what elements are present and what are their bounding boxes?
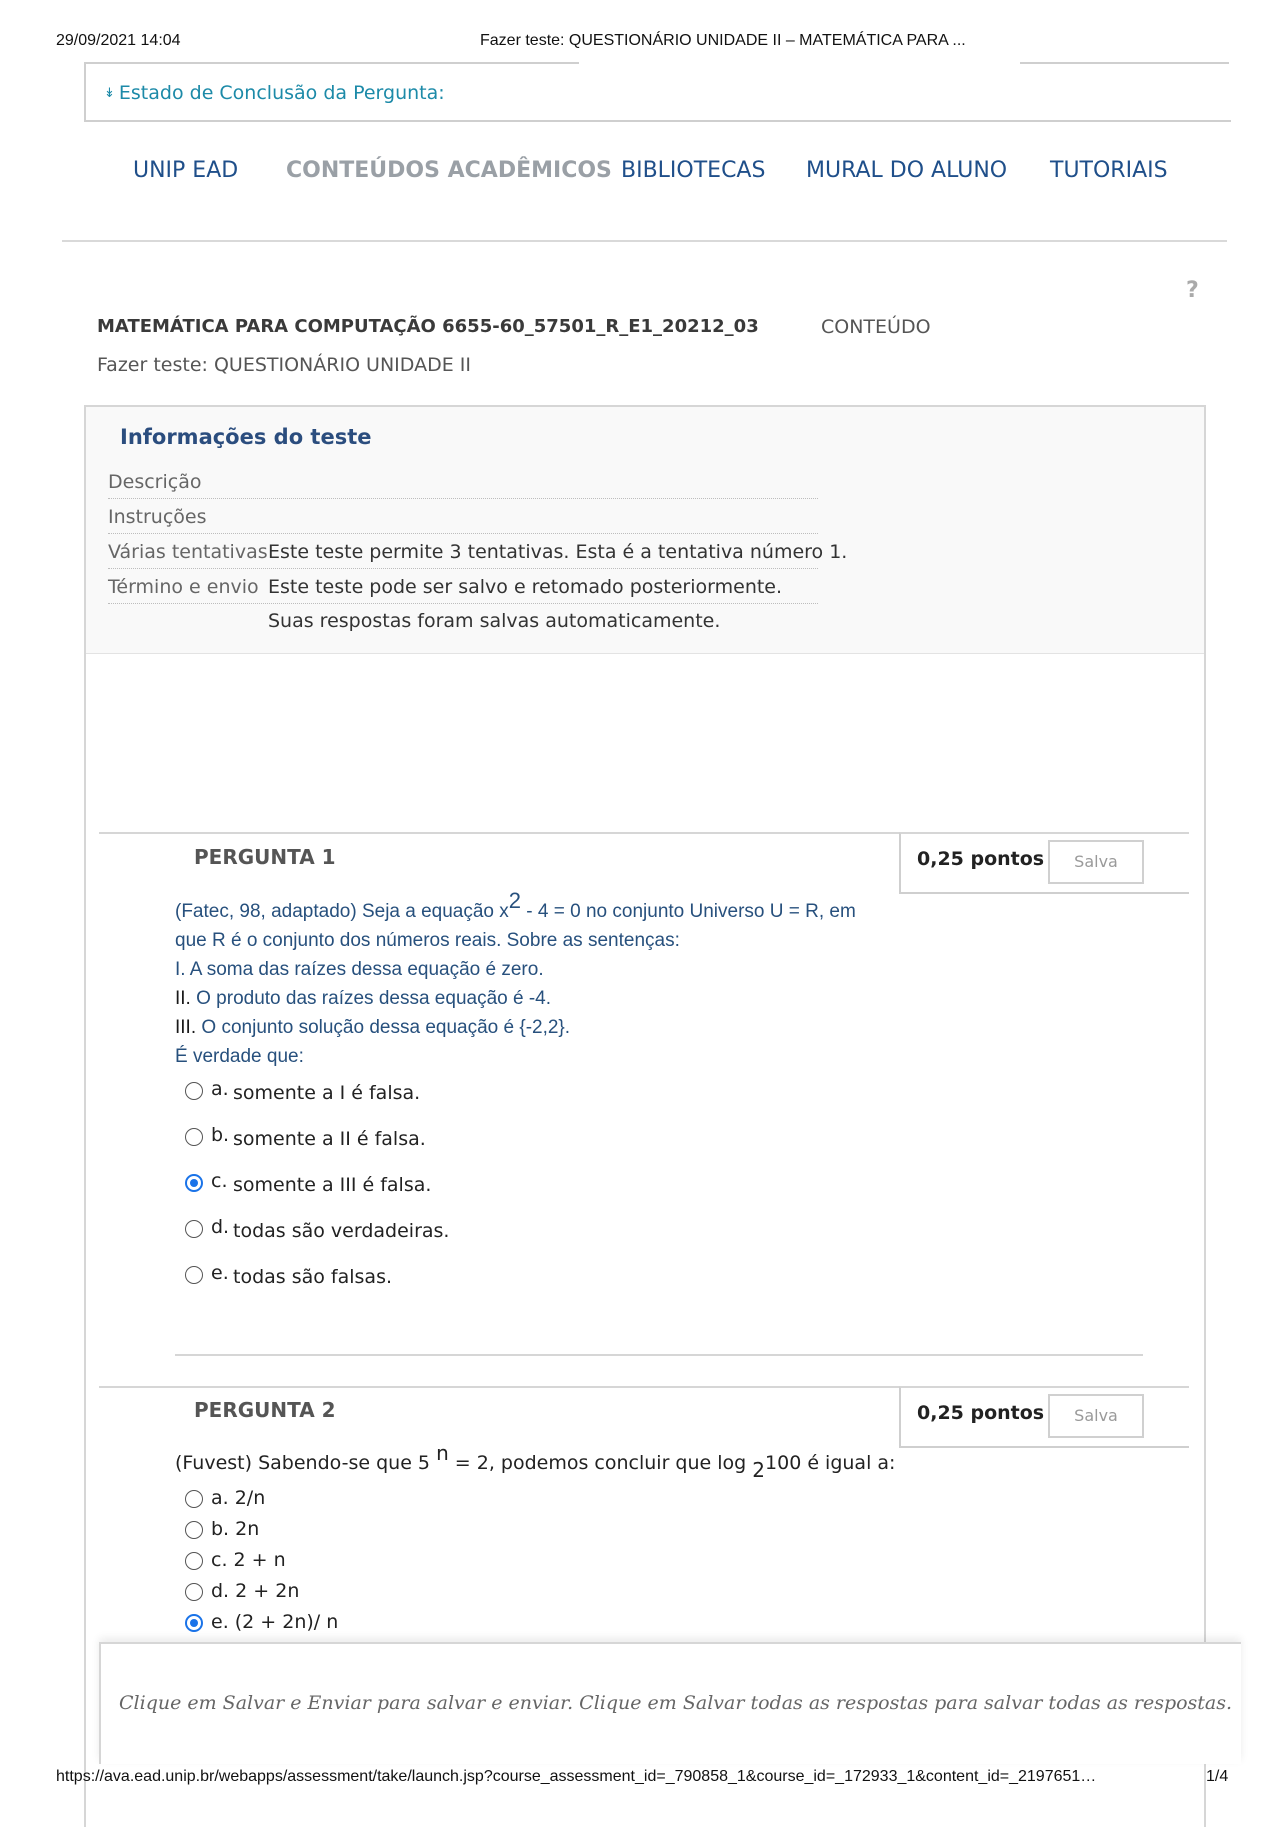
radio-button[interactable] <box>185 1521 203 1539</box>
option-text: e. (2 + 2n)/ n <box>211 1611 339 1633</box>
info-value: Este teste pode ser salvo e retomado posteriormente. <box>268 576 783 598</box>
option-text: somente a I é falsa. <box>233 1082 421 1104</box>
q1-line4-num: II. <box>175 988 191 1009</box>
nav-conteudos-academicos[interactable]: CONTEÚDOS ACADÊMICOS <box>286 158 612 183</box>
q1-line5-num: III. <box>175 1017 197 1038</box>
option-letter: a. <box>211 1078 229 1100</box>
question-1-text <box>175 887 856 1071</box>
info-label: Término e envio <box>108 576 259 598</box>
question-divider <box>99 1386 899 1388</box>
question-status-panel <box>84 62 1231 122</box>
q2-text-b: = 2, podemos concluir que log <box>448 1452 753 1474</box>
question-1-points-box <box>899 832 1189 894</box>
course-title[interactable]: MATEMÁTICA PARA COMPUTAÇÃO 6655-60_57501_R_E1_20212_03 <box>97 316 759 337</box>
option-text: b. 2n <box>211 1518 260 1540</box>
radio-button[interactable] <box>185 1266 203 1284</box>
nav-tutoriais[interactable]: TUTORIAIS <box>1050 158 1168 183</box>
chevron-double-down-icon: ↡ <box>104 86 115 101</box>
question-1-saved-button[interactable]: Salva <box>1048 840 1144 884</box>
q1-line1b: - 4 = 0 no conjunto Universo U = R, em <box>521 901 856 922</box>
option-text: a. 2/n <box>211 1487 266 1509</box>
submit-instructions: Clique em Salvar e Enviar para salvar e enviar. Clique em Salvar todas as respostas para salvar todas as respostas. <box>119 1692 1233 1714</box>
radio-button[interactable] <box>185 1583 203 1601</box>
question-2-title: PERGUNTA 2 <box>194 1398 336 1422</box>
test-info-panel <box>86 407 1204 654</box>
q1-line5-text: O conjunto solução dessa equação é {-2,2}. <box>196 1017 571 1038</box>
info-row-descricao <box>108 464 818 499</box>
info-row-instrucoes <box>108 499 818 534</box>
q1-line6: É verdade que: <box>175 1046 304 1067</box>
question-2-saved-button[interactable]: Salva <box>1048 1394 1144 1438</box>
q2-text-a: (Fuvest) Sabendo-se que 5 <box>175 1452 437 1474</box>
info-label: Descrição <box>108 471 202 493</box>
question-1-points: 0,25 pontos <box>917 848 1045 870</box>
info-row-termino <box>108 569 818 604</box>
question-status-toggle[interactable] <box>104 82 445 104</box>
nav-bibliotecas[interactable]: BIBLIOTECAS <box>621 158 766 183</box>
question-2-points-box <box>899 1386 1189 1448</box>
question-2-points: 0,25 pontos <box>917 1402 1045 1424</box>
page-title: Fazer teste: QUESTIONÁRIO UNIDADE II <box>97 354 471 376</box>
info-label: Várias tentativas <box>108 541 268 563</box>
radio-button[interactable] <box>185 1220 203 1238</box>
radio-button[interactable] <box>185 1490 203 1508</box>
radio-button[interactable] <box>185 1552 203 1570</box>
q1-line2: que R é o conjunto dos números reais. Sobre as sentenças: <box>175 930 680 951</box>
print-url: https://ava.ead.unip.br/webapps/assessment/take/launch.jsp?course_assessment_id=_790858_1&course_id=_172933_1&content_id=_2197651… <box>56 1768 1097 1785</box>
radio-button[interactable] <box>185 1082 203 1100</box>
submit-bar <box>99 1642 1241 1764</box>
option-text: d. 2 + 2n <box>211 1580 300 1602</box>
info-row-salvas <box>108 603 818 637</box>
breadcrumb-section[interactable]: CONTEÚDO <box>821 316 931 338</box>
q1-line1a: (Fatec, 98, adaptado) Seja a equação x <box>175 901 509 922</box>
q2-text-c: 100 é igual a: <box>765 1452 896 1474</box>
option-text: todas são verdadeiras. <box>233 1220 450 1242</box>
info-value: Suas respostas foram salvas automaticamente. <box>268 610 721 632</box>
q1-superscript: 2 <box>508 887 522 913</box>
option-letter: e. <box>211 1262 229 1284</box>
test-info-title: Informações do teste <box>120 425 372 449</box>
q2-superscript: n <box>436 1440 449 1465</box>
radio-button[interactable] <box>185 1128 203 1146</box>
radio-button-selected[interactable] <box>185 1174 203 1192</box>
question-2-text <box>175 1440 896 1482</box>
info-row-tentativas <box>108 534 848 569</box>
option-text: somente a III é falsa. <box>233 1174 432 1196</box>
question-status-label: Estado de Conclusão da Pergunta: <box>118 82 445 104</box>
question-1-title: PERGUNTA 1 <box>194 845 336 869</box>
help-icon[interactable]: ? <box>1186 278 1199 303</box>
radio-button-selected[interactable] <box>185 1614 203 1632</box>
nav-divider <box>62 240 1227 242</box>
info-label: Instruções <box>108 506 207 528</box>
nav-mural-do-aluno[interactable]: MURAL DO ALUNO <box>806 158 1008 183</box>
info-value: Este teste permite 3 tentativas. Esta é a tentativa número 1. <box>268 541 848 563</box>
option-text: somente a II é falsa. <box>233 1128 426 1150</box>
q2-subscript: 2 <box>752 1457 766 1482</box>
option-letter: d. <box>211 1216 230 1238</box>
question-separator <box>175 1354 1143 1356</box>
option-text: c. 2 + n <box>211 1549 286 1571</box>
q1-line3: I. A soma das raízes dessa equação é zero. <box>175 959 544 980</box>
print-datetime: 29/09/2021 14:04 <box>56 32 181 49</box>
q1-line4-text: O produto das raízes dessa equação é -4. <box>190 988 552 1009</box>
option-letter: c. <box>211 1170 228 1192</box>
nav-unip-ead[interactable]: UNIP EAD <box>133 158 239 183</box>
print-title: Fazer teste: QUESTIONÁRIO UNIDADE II – MATEMÁTICA PARA ... <box>480 32 966 49</box>
option-text: todas são falsas. <box>233 1266 393 1288</box>
print-page-number: 1/4 <box>1206 1768 1229 1785</box>
main-nav <box>0 158 1280 198</box>
option-letter: b. <box>211 1124 230 1146</box>
question-divider <box>99 832 899 834</box>
